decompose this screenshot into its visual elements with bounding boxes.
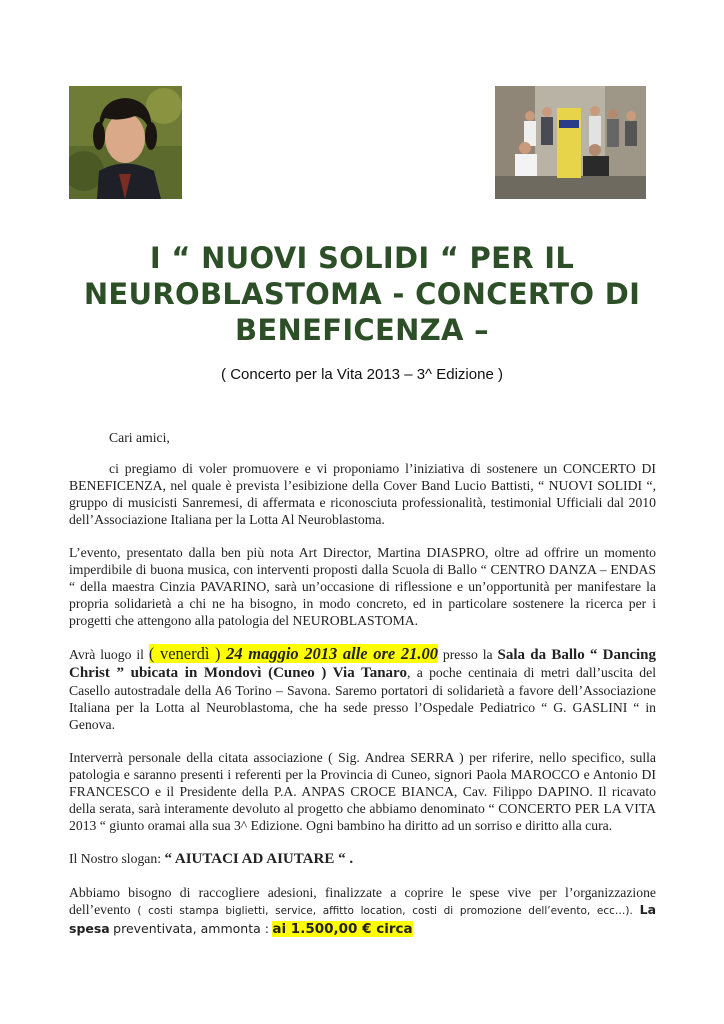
paragraph-intro: ci pregiamo di voler promuovere e vi proponiamo l’iniziativa di sostenere un CONCERTO DI BENEFICENZA, nel quale è prevista l’esibizione della Cover Band Lucio Battisti, “ NUOVI SOLIDI “, gruppo di musicisti Sanremesi, di affermata e riconosciuta professionalità, testimonial Ufficiali dal 2010 dell’Associazione Italiana per la Lotta Al Neuroblastoma.: [69, 461, 656, 527]
paragraph-costs: Abbiamo bisogno di raccogliere adesioni, finalizzate a coprire le spese vive per l’organizzazione dell’evento ( costi stampa biglietti, service, affitto location, costi di promozione dell’evento, ecc…). La spesa preventivata, ammonta : ai 1.500,00 € circa: [69, 885, 657, 937]
title-line: I “ NUOVI SOLIDI “ PER IL: [149, 241, 575, 275]
budget-amount: ai 1.500,00 € circa: [272, 921, 413, 937]
letter-body: [69, 429, 656, 954]
paragraph-event: L’evento, presentato dalla ben più nota Art Director, Martina DIASPRO, oltre ad offrire un momento imperdibile di buona musica, con interventi proposti dalla Scuola di Ballo “ CENTRO DANZA – ENDAS “ della maestra Cinzia PAVARINO, sarà un’occasione di riflessione e un’opportunità per manifestare la propria solidarietà a chi ne ha bisogno, in modo concreto, ed in particolare sostenere la ricerca per i progetti che attengono alla patologia del NEUROBLASTOMA.: [69, 545, 656, 628]
paragraph-location: Avrà luogo il ( venerdì ) 24 maggio 2013 alle ore 21.00 presso la Sala da Ballo “ Dancing Christ ” ubicata in Mondovì (Cuneo ) Via Tanaro, a poche centinaia di metri dall’uscita del Casello autostradale della A6 Torino – Savona. Saremo portatori di solidarietà a favore dell’Associazione Italiana per la Lotta al Neuroblastoma, che ha sede presso l’Ospedale Pediatrico “ G. GASLINI “ in Genova.: [69, 644, 657, 732]
paragraph-slogan: Il Nostro slogan: “ AIUTACI AD AIUTARE “ .: [69, 851, 354, 867]
title-line: NEUROBLASTOMA - CONCERTO DI: [83, 277, 641, 311]
portrait-photo: [69, 86, 182, 199]
greeting: Cari amici,: [109, 430, 170, 445]
subtitle: ( Concerto per la Vita 2013 – 3^ Edizione ): [221, 366, 503, 383]
event-date-highlight: ( venerdì ) 24 maggio 2013 alle ore 21.00: [148, 644, 438, 663]
venue-name: Sala da Ballo “ Dancing Christ ” ubicata in Mondovì (Cuneo ) Via Tanaro: [69, 647, 657, 681]
band-group-photo: [495, 86, 646, 199]
paragraph-speakers: Interverrà personale della citata associazione ( Sig. Andrea SERRA ) per riferire, nello specifico, sulla patologia e saranno presenti i referenti per la Provincia di Cuneo, signori Paola MAROCCO e Antonio DI FRANCESCO e il Presidente della P.A. ANPAS CROCE BIANCA, Cav. Filippo DAPINO. Il ricavato della serata, sarà interamente devoluto al progetto che abbiamo denominato “ CONCERTO PER LA VITA 2013 “ giunto oramai alla sua 3^ Edizione. Ogni bambino ha diritto ad un sorriso e diritto alla cura.: [69, 750, 656, 833]
slogan: “ AIUTACI AD AIUTARE “ .: [164, 851, 354, 867]
title-line: BENEFICENZA –: [235, 313, 489, 347]
page-title: [60, 240, 664, 348]
